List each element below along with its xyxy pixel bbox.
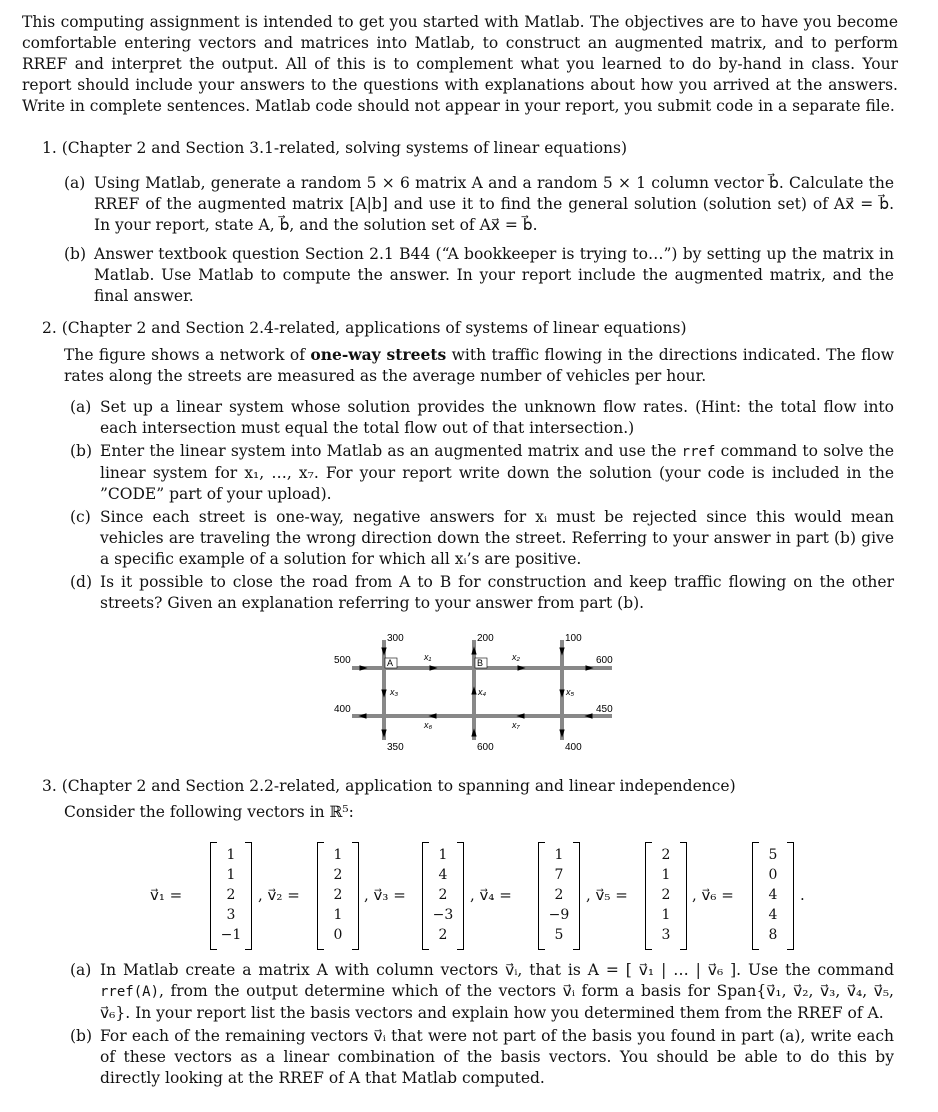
q2-b-pre: Enter the linear system into Matlab as an augmented matrix and use the (100, 442, 682, 460)
v5-entry: 2 (661, 887, 671, 903)
var-x4: x₄ (478, 687, 487, 697)
v6-entry: 5 (768, 847, 778, 863)
v5-entry: 1 (661, 907, 671, 923)
vector-5-label: , v⃗₅ = (586, 886, 628, 904)
v2-entry: 0 (333, 927, 343, 943)
q2-part-d (70, 572, 894, 614)
v2-entry: 1 (333, 847, 343, 863)
flow-label-n100: 100 (565, 633, 582, 644)
v5-entry: 3 (661, 927, 671, 943)
q2-intro-bold: one-way streets (310, 345, 447, 364)
flow-label-s600: 600 (477, 742, 494, 753)
q2-d-label: (d) (70, 573, 93, 591)
vector-2-label: , v⃗₂ = (258, 886, 300, 904)
var-x2: x₂ (512, 652, 520, 662)
flow-label-e450: 450 (596, 704, 613, 715)
vector-6-label: , v⃗₆ = (692, 886, 734, 904)
v1-entry: 1 (226, 847, 236, 863)
var-x1: x₁ (424, 652, 432, 662)
v3-entry: 1 (438, 847, 448, 863)
v4-entry: 2 (554, 887, 564, 903)
q3-a-pre: In Matlab create a matrix A with column vectors v⃗ᵢ, that is A = [ v⃗₁ | … | v⃗₆ ]. Use the command (100, 961, 894, 979)
q2-b-post: command to solve the linear system for x₁, …, x₇. For your report write down the solution (your code is included in the ”CODE” part of your upload). (100, 442, 894, 503)
v1-entry: 3 (226, 907, 236, 923)
vector-list (150, 842, 830, 952)
v3-entry: 2 (438, 927, 448, 943)
v3-entry: −3 (432, 907, 454, 923)
var-x6: x₆ (424, 720, 433, 730)
var-x7: x₇ (512, 720, 520, 730)
flow-label-n200: 200 (477, 633, 494, 644)
q2-c-label: (c) (70, 508, 91, 526)
flow-label-n300: 300 (387, 633, 404, 644)
vector-5 (645, 842, 687, 950)
v4-entry: −9 (548, 907, 570, 923)
q2-a-label: (a) (70, 398, 92, 416)
flow-label-w400: 400 (334, 704, 351, 715)
q2-d-text: Is it possible to close the road from A to B for construction and keep traffic flowing on the other streets? Given an explanation referring to your answer from part (b). (100, 573, 894, 612)
v4-entry: 1 (554, 847, 564, 863)
q2-intro-pre: The figure shows a network of (64, 346, 311, 364)
v6-entry: 4 (768, 907, 778, 923)
q3-intro: Consider the following vectors in ℝ⁵: (64, 803, 354, 821)
node-A: A (387, 658, 394, 668)
vector-2 (317, 842, 359, 950)
var-x3: x₃ (390, 687, 399, 697)
q2-intro-post: with traffic flowing in the directions indicated. The flow rates along the streets are measured as the average number of vehicles per hour. (64, 346, 895, 385)
q2-b-text (100, 441, 894, 505)
traffic-network-figure (330, 628, 630, 758)
node-B: B (477, 658, 484, 668)
v2-entry: 2 (333, 867, 343, 883)
q3-heading: 3. (Chapter 2 and Section 2.2-related, application to spanning and linear independence) (42, 777, 736, 795)
vector-4-label: , v⃗₄ = (470, 886, 512, 904)
q1-a-text: Using Matlab, generate a random 5 × 6 matrix A and a random 5 × 1 column vector b⃗. Calculate the RREF of the augmented matrix [A|b] and use it to find the general solution (solution set) of Ax⃗ = b⃗. In your report, state A, b⃗, and the solution set of Ax⃗ = b⃗. (94, 174, 894, 234)
q2-part-c (70, 507, 894, 570)
q2-a-text: Set up a linear system whose solution provides the unknown flow rates. (Hint: the total flow into each intersection must equal the total flow out of that intersection.) (100, 398, 894, 437)
q1-part-b (64, 244, 894, 307)
vector-4 (538, 842, 580, 950)
v2-entry: 1 (333, 907, 343, 923)
v5-entry: 2 (661, 847, 671, 863)
v1-entry: 1 (226, 867, 236, 883)
flow-label-s400: 400 (565, 742, 582, 753)
v2-entry: 2 (333, 887, 343, 903)
v4-entry: 5 (554, 927, 564, 943)
q2-b-code: rref (681, 444, 716, 460)
q3-part-a (70, 960, 894, 1024)
q2-part-b (70, 441, 894, 505)
q3-b-text: For each of the remaining vectors v⃗ᵢ that were not part of the basis you found in part (a), write each of these vectors as a linear combination of the basis vectors. You should be able to do this by directly looking at the RREF of A that Matlab computed. (100, 1027, 894, 1087)
q2-part-a (70, 397, 894, 439)
vector-1-label: v⃗₁ = (150, 886, 183, 904)
v3-entry: 4 (438, 867, 448, 883)
q1-b-label: (b) (64, 245, 87, 263)
v4-entry: 7 (554, 867, 564, 883)
q3-a-code: rref(A) (100, 984, 160, 1000)
q2-heading: 2. (Chapter 2 and Section 2.4-related, applications of systems of linear equations) (42, 319, 687, 337)
vector-6 (752, 842, 794, 950)
q1-part-a (64, 173, 894, 236)
var-x5: x₅ (566, 687, 575, 697)
vector-list-period: . (800, 886, 805, 904)
flow-label-w500: 500 (334, 655, 351, 666)
v6-entry: 8 (768, 927, 778, 943)
q2-b-label: (b) (70, 442, 93, 460)
v5-entry: 1 (661, 867, 671, 883)
vector-1 (210, 842, 252, 950)
vector-3-label: , v⃗₃ = (364, 886, 406, 904)
v6-entry: 4 (768, 887, 778, 903)
q1-b-text: Answer textbook question Section 2.1 B44 (“A bookkeeper is trying to…”) by setting up the matrix in Matlab. Use Matlab to compute the answer. In your report include the augmented matrix, and the final answer. (94, 245, 894, 305)
q3-part-b (70, 1026, 894, 1089)
q3-a-post: , from the output determine which of the vectors v⃗ᵢ form a basis for Span{v⃗₁, v⃗₂, v⃗₃, v⃗₄, v⃗₅, v⃗₆}. In your report list the basis vectors and explain how you determined them from the RREF of A. (100, 982, 894, 1022)
q3-a-label: (a) (70, 961, 92, 979)
q1-a-label: (a) (64, 174, 86, 192)
v6-entry: 0 (768, 867, 778, 883)
flow-label-s350: 350 (387, 742, 404, 753)
q3-b-label: (b) (70, 1027, 93, 1045)
v1-entry: −1 (220, 927, 242, 943)
flow-label-e600: 600 (596, 655, 613, 666)
v1-entry: 2 (226, 887, 236, 903)
v3-entry: 2 (438, 887, 448, 903)
vector-3 (422, 842, 464, 950)
intro-paragraph: This computing assignment is intended to get you started with Matlab. The objectives are to have you become comfortable entering vectors and matrices into Matlab, to construct an augmented matrix, and to perform RREF and interpret the output. All of this is to complement what you learned to do by-hand in class. Your report should include your answers to the questions with explanations about how you arrived at the answers. Write in complete sentences. Matlab code should not appear in your report, you submit code in a separate file. (22, 13, 898, 115)
q2-c-text: Since each street is one-way, negative answers for xᵢ must be rejected since this would mean vehicles are traveling the wrong direction down the street. Referring to your answer in part (b) give a specific example of a solution for which all xᵢ’s are positive. (100, 508, 894, 568)
q2-intro (64, 344, 894, 387)
q1-heading: 1. (Chapter 2 and Section 3.1-related, solving systems of linear equations) (42, 139, 628, 157)
q3-a-text (100, 960, 894, 1024)
